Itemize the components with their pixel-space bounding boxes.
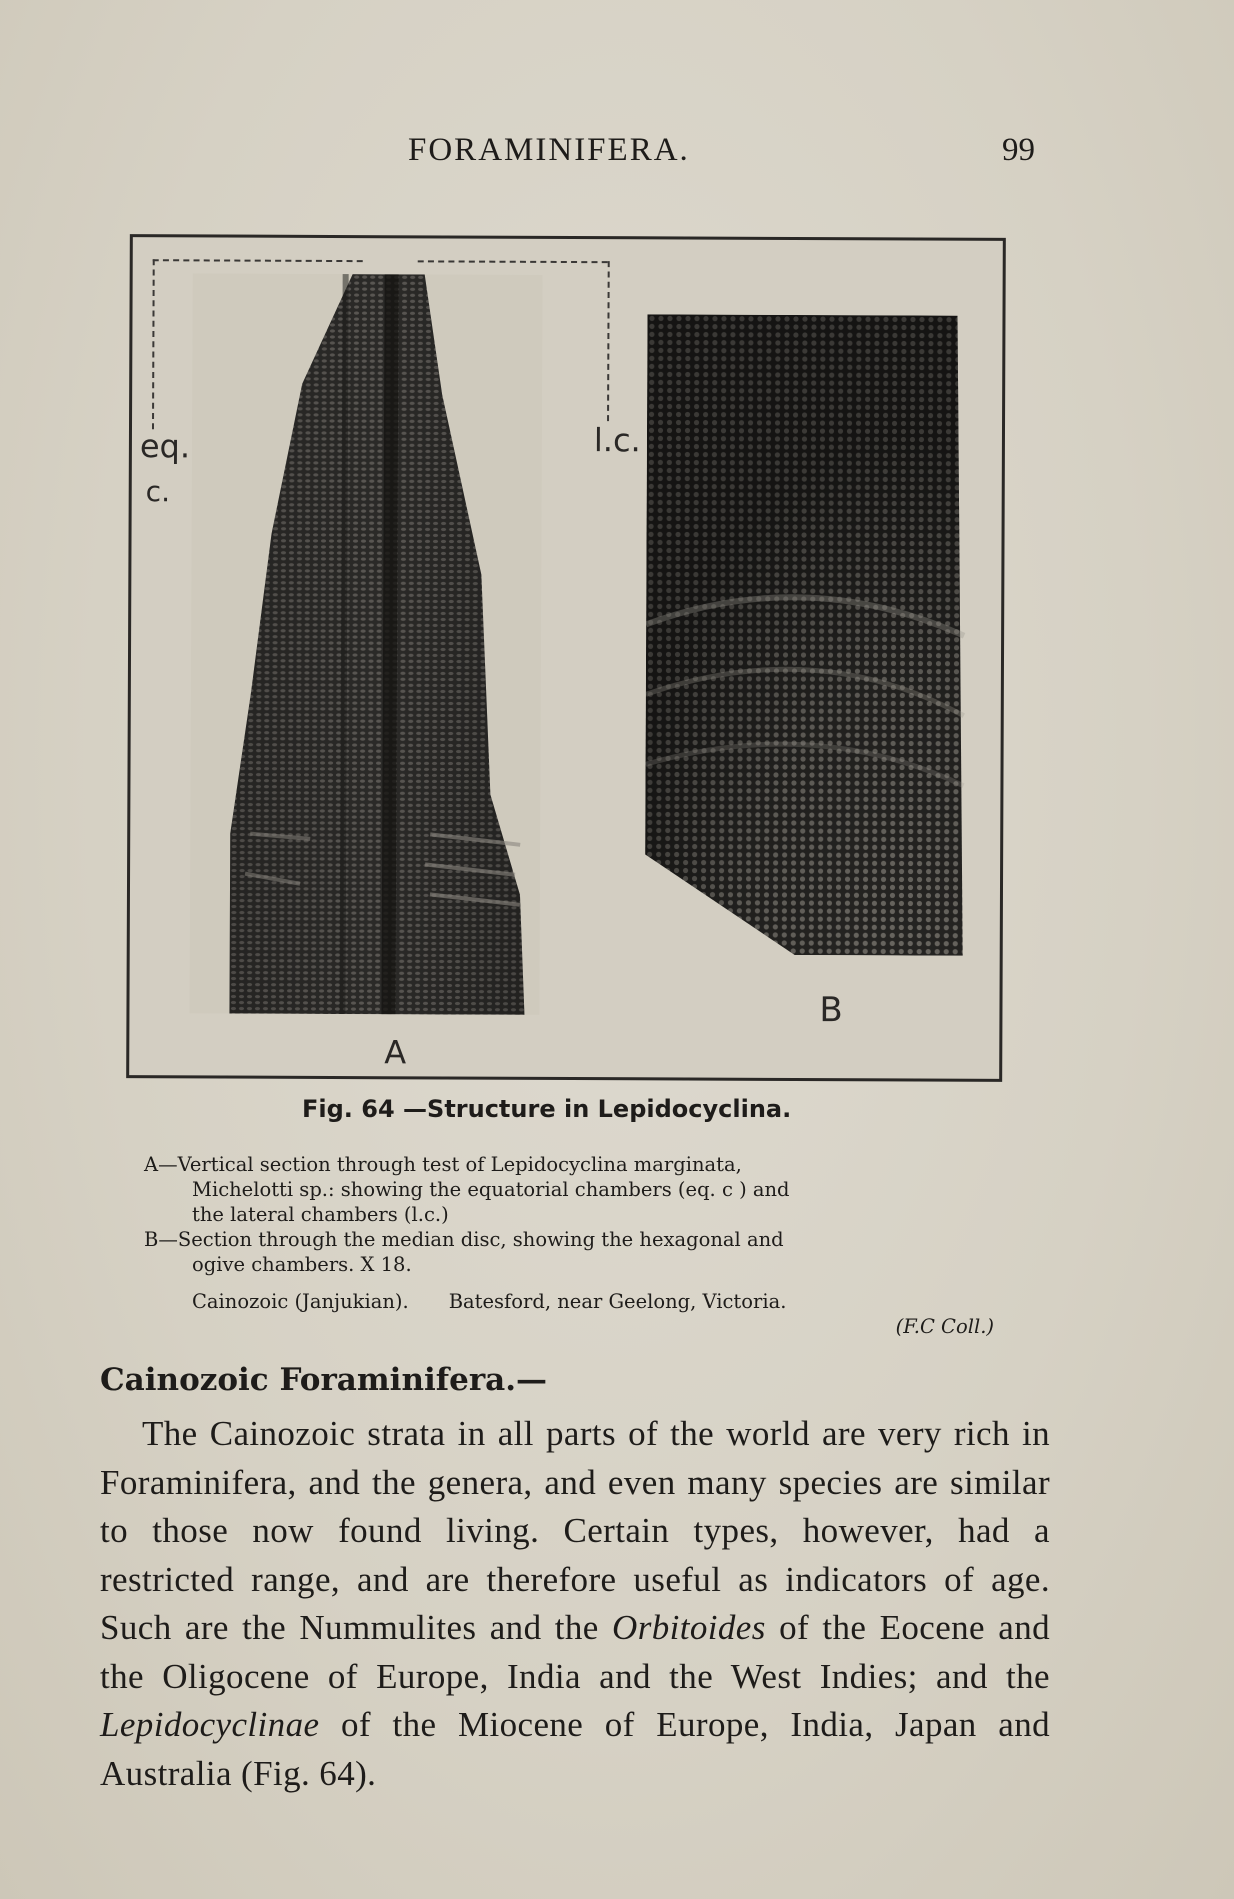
body-paragraph (100, 1410, 1050, 1798)
note-locality (144, 1289, 1004, 1314)
figure-caption: Fig. 64 —Structure in Lepidocyclina. (302, 1095, 792, 1123)
note-b-line: B—Section through the median disc, showing the hexagonal and (144, 1228, 784, 1251)
note-a-line: A—Vertical section through test of Lepidocyclina marginata, (144, 1153, 742, 1176)
leader-line (153, 259, 363, 262)
median-disc-photo (645, 314, 978, 955)
text-run: of the Miocene of Europe, India, Japan and Australia (Fig. 64). (100, 1705, 1050, 1793)
figure-notes (144, 1152, 1004, 1339)
leader-line (607, 261, 610, 421)
label-lc: l.c. (593, 421, 641, 460)
label-a: A (384, 1033, 407, 1072)
running-title: FORAMINIFERA. (408, 132, 690, 168)
page-number: 99 (1002, 132, 1035, 168)
text-run: of the Eocene and the Oligocene of Europe, India and the West Indies; and the (100, 1608, 1050, 1696)
figure-64 (126, 234, 1006, 1082)
paragraph (100, 1410, 1050, 1798)
note-a-line: Michelotti sp.: showing the equatorial chambers (eq. c ) and (192, 1178, 790, 1201)
leader-line (418, 260, 608, 263)
label-b: B (819, 990, 843, 1031)
note-a-line: the lateral chambers (l.c.) (192, 1203, 449, 1226)
label-c: c. (145, 475, 171, 509)
italic-genus: Orbitoides (612, 1608, 766, 1647)
section-heading: Cainozoic Foraminifera.— (100, 1362, 548, 1398)
label-eq: eq. (139, 427, 191, 466)
note-b-line: ogive chambers. X 18. (192, 1253, 412, 1276)
leader-line (152, 259, 155, 429)
note-place: Batesford, near Geelong, Victoria. (448, 1290, 787, 1313)
note-age: Cainozoic (Janjukian). (192, 1290, 409, 1313)
text-run: The Cainozoic strata in all parts of the world are very rich in Foraminifera, and the genera, and even many species are similar to those now found living. Certain types, however, had a restricted range, and are therefore useful as indicators of age. Such are the Nummulites and the (100, 1414, 1050, 1647)
running-header (100, 132, 1045, 172)
italic-genus: Lepidocyclinae (100, 1705, 320, 1744)
note-collection: (F.C Coll.) (895, 1315, 994, 1338)
vertical-section-photo (189, 273, 542, 1015)
